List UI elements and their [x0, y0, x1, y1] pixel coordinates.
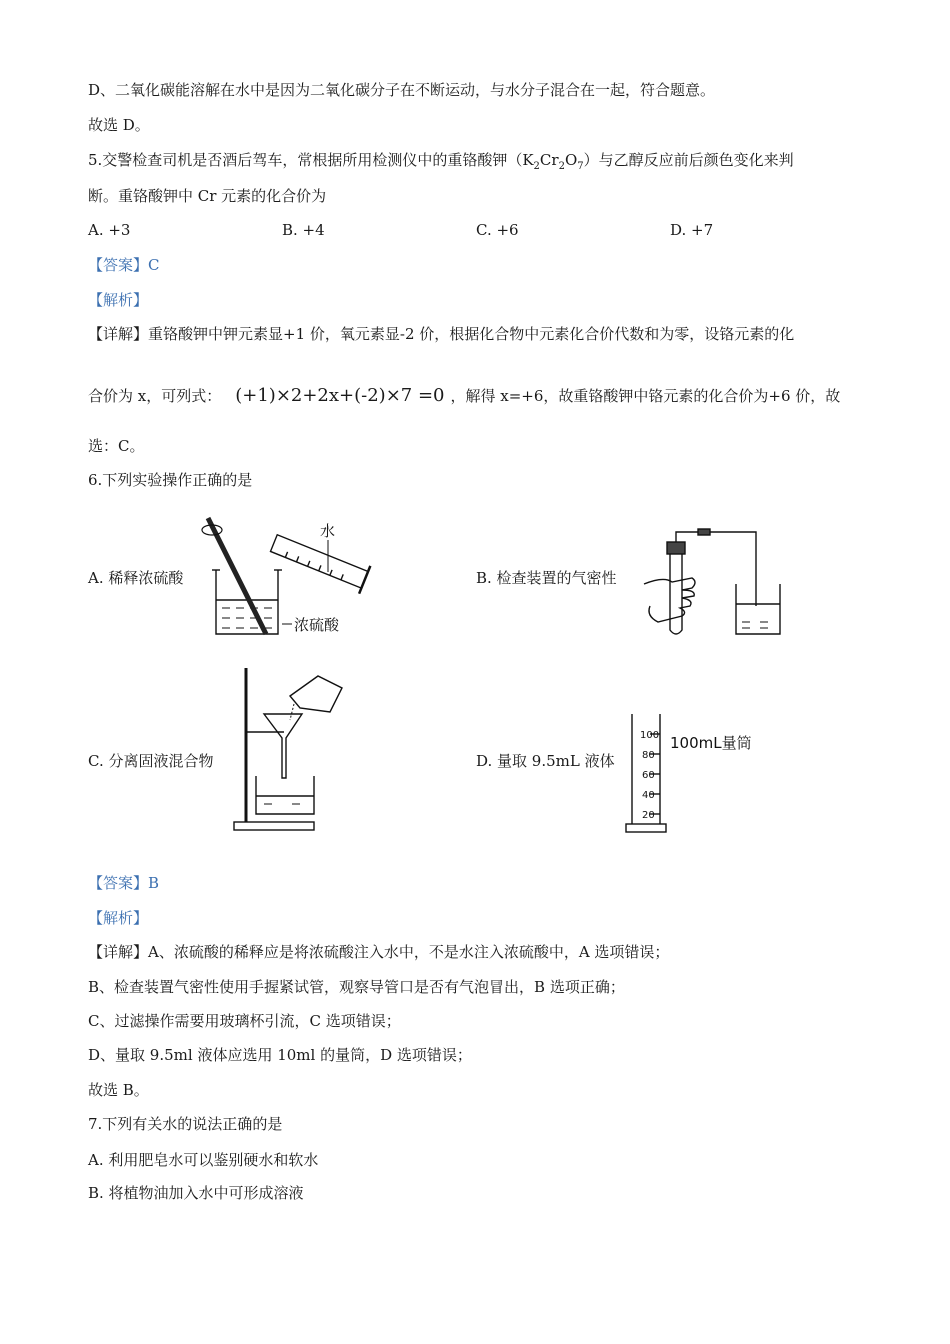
tick-label: 80: [642, 750, 655, 761]
figure-airtightness: [636, 526, 786, 642]
q5-option-c: C. +6: [476, 221, 519, 239]
q6-answer: 【答案】B: [88, 874, 160, 892]
delivery-tube-icon: [676, 532, 756, 606]
q6-stem: 6.下列实验操作正确的是: [88, 471, 253, 489]
q7-option-a: A. 利用肥皂水可以鉴别硬水和软水: [88, 1151, 319, 1169]
conclusion-text: 故选 D。: [88, 116, 150, 134]
q5-detail-suffix: ，解得 x=+6，故重铬酸钾中铬元素的化合价为+6 价，故: [450, 387, 841, 405]
tick-label: 40: [642, 790, 655, 801]
q5-stem-line1: [88, 150, 794, 177]
q6-detail-line4: D、量取 9.5ml 液体应选用 10ml 的量筒，D 选项错误；: [88, 1046, 472, 1064]
tick-label: 100: [640, 730, 660, 741]
q5-answer: 【答案】C: [88, 256, 160, 274]
figure-filtration: [230, 660, 350, 832]
q5-stem-part2: Cr: [539, 151, 559, 169]
q6-option-d: D. 量取 9.5mL 液体: [476, 752, 615, 770]
q5-stem-part4: ）与乙醇反应前后颜色变化来判: [583, 151, 794, 169]
q5-detail-line1: 【详解】重铬酸钾中钾元素显+1 价，氧元素显-2 价，根据化合物中元素化合价代数和为零，设铬元素的化: [88, 325, 795, 343]
q5-detail-prefix: 合价为 x，可列式：: [88, 387, 222, 405]
q5-sub-cr: 2: [558, 161, 565, 172]
tick-label: 60: [642, 770, 655, 781]
q6-option-a: A. 稀释浓硫酸: [88, 569, 184, 587]
beaker-icon: [736, 584, 780, 634]
beaker-icon: [256, 776, 314, 814]
q5-option-a: A. +3: [88, 221, 131, 239]
funnel-icon: [264, 714, 302, 778]
q6-analysis-title: 【解析】: [88, 909, 149, 927]
q6-detail-line3: C、过滤操作需要用玻璃杯引流，C 选项错误；: [88, 1012, 401, 1030]
beaker-icon: [216, 570, 278, 634]
q5-sub-k: 2: [533, 161, 540, 172]
figure-measuring-cylinder: [622, 708, 782, 836]
q5-detail-line2: [88, 384, 840, 408]
q5-stem-part3: O: [564, 151, 578, 169]
fig-d-label: 100mL量筒: [670, 734, 752, 752]
q6-option-c: C. 分离固液混合物: [88, 752, 214, 770]
figure-dilute-acid: [198, 512, 388, 642]
test-tube-icon: [670, 554, 682, 634]
q5-option-b: B. +4: [282, 221, 325, 239]
q5-stem-part1: 5.交警检查司机是否酒后驾车，常根据所用检测仪中的重铬酸钾（K: [88, 151, 534, 169]
fig-a-acid-label: 浓硫酸: [294, 616, 340, 634]
q5-analysis-title: 【解析】: [88, 291, 149, 309]
q5-formula: (+1)×2+2x+(-2)×7 =0: [235, 385, 445, 406]
q7-stem: 7.下列有关水的说法正确的是: [88, 1115, 283, 1133]
tick-label: 20: [642, 810, 655, 821]
q6-detail-line2: B、检查装置气密性使用手握紧试管，观察导管口是否有气泡冒出，B 选项正确；: [88, 978, 625, 996]
stand-base-icon: [234, 822, 314, 830]
q5-sub-o: 7: [577, 161, 584, 172]
q6-detail-line1: 【详解】A、浓硫酸的稀释应是将浓硫酸注入水中，不是水注入浓硫酸中，A 选项错误；: [88, 943, 670, 961]
option-d-explanation: D、二氧化碳能溶解在水中是因为二氧化碳分子在不断运动，与水分子混合在一起，符合题意。: [88, 81, 716, 99]
q7-option-b: B. 将植物油加入水中可形成溶液: [88, 1184, 304, 1202]
q6-option-b: B. 检查装置的气密性: [476, 569, 617, 587]
q5-option-d: D. +7: [670, 221, 714, 239]
q5-stem-line2: 断。重铬酸钾中 Cr 元素的化合价为: [88, 187, 327, 205]
pouring-beaker-icon: [290, 676, 342, 712]
q5-detail-line3: 选：C。: [88, 437, 145, 455]
q6-conclusion: 故选 B。: [88, 1081, 149, 1099]
fig-a-water-label: 水: [320, 522, 336, 540]
